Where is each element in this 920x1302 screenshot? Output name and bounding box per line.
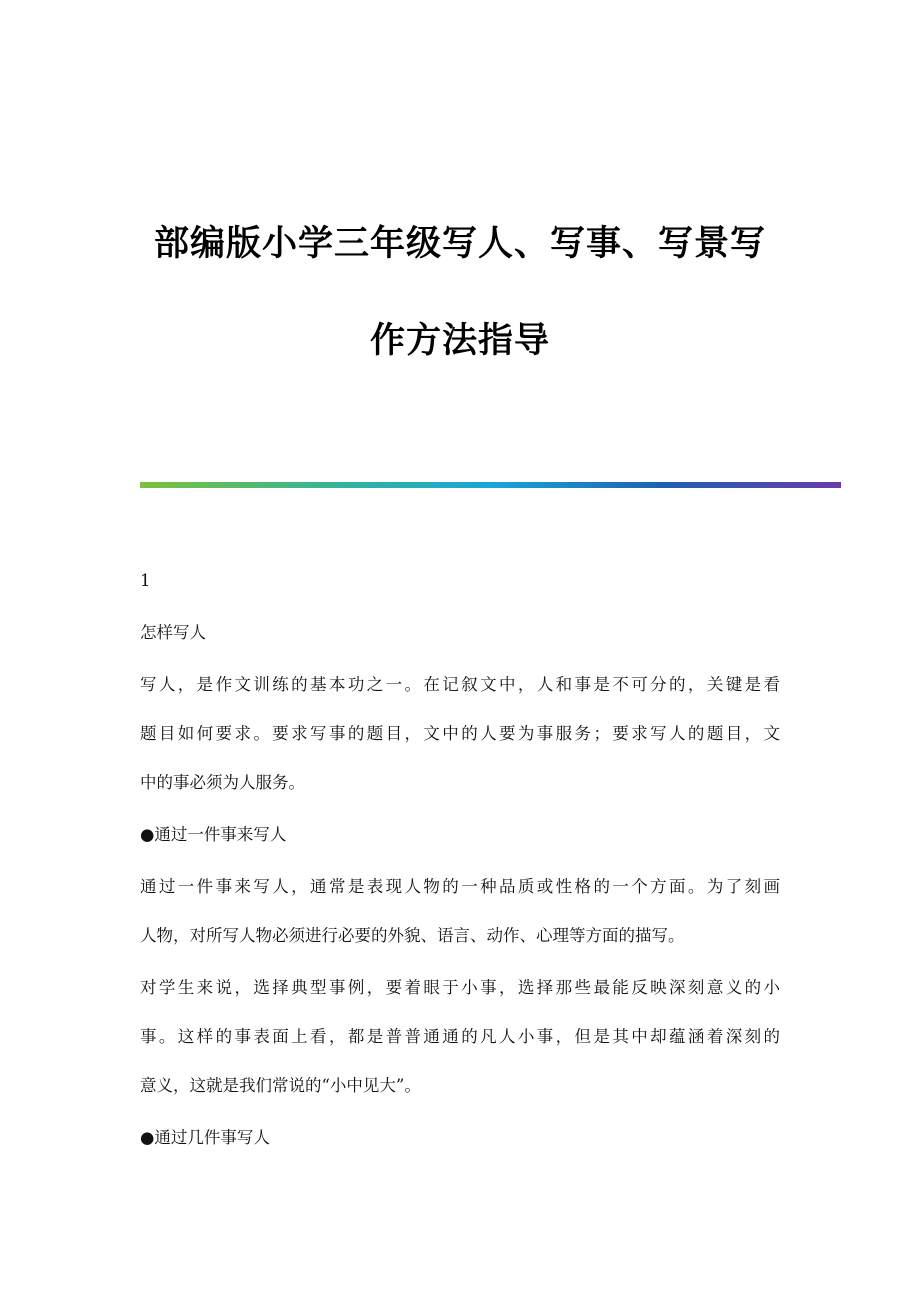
section-heading: 怎样写人 (140, 623, 206, 642)
paragraph-3-line-1: 对学生来说，选择典型事例，要着眼于小事，选择那些最能反映深刻意义的小 (140, 978, 780, 997)
bullet-heading-2: ●通过几件事写人 (140, 1128, 270, 1147)
section-number: 1 (140, 571, 151, 590)
title-line-1: 部编版小学三年级写人、写事、写景写 (153, 224, 766, 264)
document-body (140, 566, 780, 1153)
paragraph-1-line-2: 题目如何要求。要求写事的题目，文中的人要为事服务；要求写人的题目，文 (140, 724, 780, 743)
gradient-divider (140, 482, 841, 488)
paragraph-2-line-2: 人物，对所写人物必须进行必要的外貌、语言、动作、心理等方面的描写。 (140, 926, 685, 945)
paragraph-2-line-1: 通过一件事来写人，通常是表现人物的一种品质或性格的一个方面。为了刻画 (140, 877, 780, 896)
title-line-2: 作方法指导 (369, 321, 550, 361)
bullet-heading-1: ●通过一件事来写人 (140, 825, 287, 844)
paragraph-3-line-3: 意义，这就是我们常说的“小中见大”。 (140, 1076, 421, 1095)
paragraph-3-line-2: 事。这样的事表面上看，都是普普通通的凡人小事，但是其中却蕴涵着深刻的 (140, 1027, 780, 1046)
paragraph-1-line-1: 写人，是作文训练的基本功之一。在记叙文中，人和事是不可分的，关键是看 (140, 675, 780, 694)
paragraph-1-line-3: 中的事必须为人服务。 (140, 773, 305, 792)
